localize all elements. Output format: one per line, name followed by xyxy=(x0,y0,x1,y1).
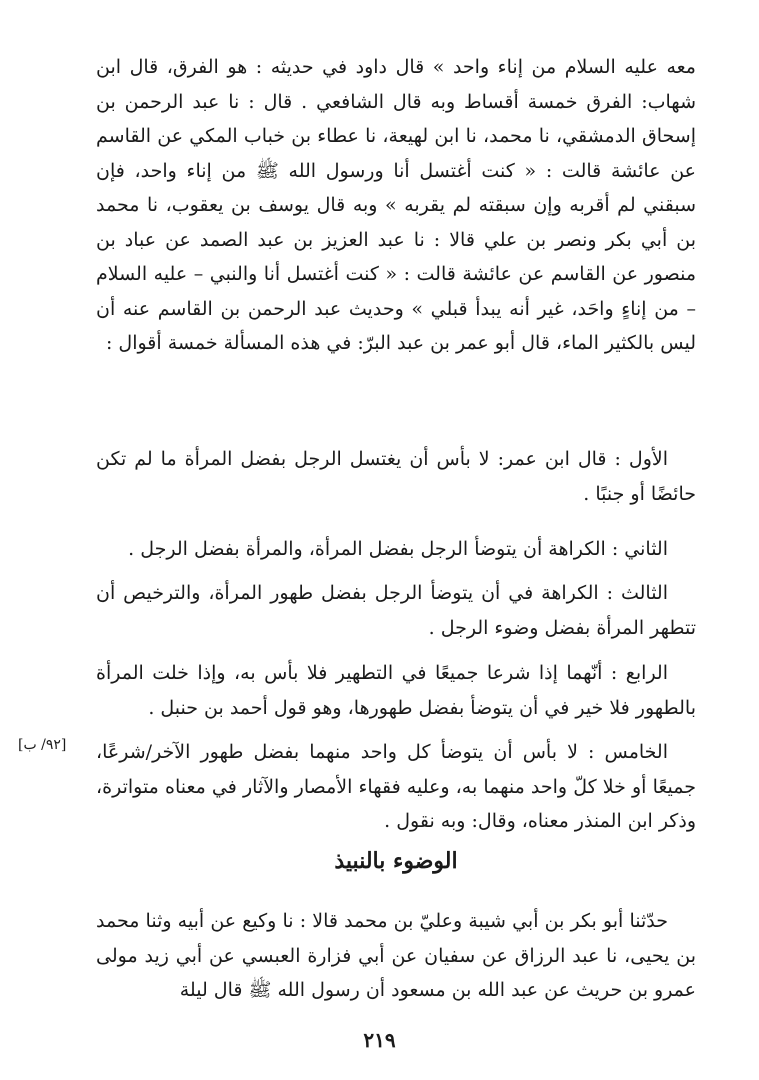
folio-margin-note: [٩٢/ ب] xyxy=(18,737,67,753)
opinion-third xyxy=(96,576,696,645)
intro-paragraph xyxy=(96,50,696,361)
opinion-third-text: الثالث : الكراهة في أن يتوضأ الرجل بفضل طهور المرأة، والترخيص أن تتطهر المرأة بفضل وضوء الرجل . xyxy=(96,582,696,639)
opinion-fourth-text: الرابع : أنّهما إذا شرعا جميعًا في التطهير فلا بأس به، وإذا خلت المرأة بالطهور فلا خير في أن يتوضأ بفضل طهورها، وهو قول أحمد بن حنبل . xyxy=(96,662,696,719)
final-paragraph xyxy=(96,904,696,1008)
opinion-fourth xyxy=(96,656,696,725)
opinion-fifth xyxy=(96,735,696,839)
intro-text: معه عليه السلام من إناء واحد » قال داود في حديثه : هو الفرق، قال ابن شهاب: الفرق خمسة أقساط وبه قال الشافعي . قال : نا عبد الرحمن بن إسحاق الدمشقي، نا محمد، نا ابن لهيعة، نا عطاء بن خباب المكي عن القاسم عن عائشة قالت : « كنت أغتسل أنا ورسول الله ﷺ من إناء واحد، فإن سبقني لم أقربه وإن سبقته لم يقربه » وبه قال يوسف بن يعقوب، نا محمد بن أبي بكر ونصر بن علي قالا : نا عبد العزيز بن عبد الصمد عن عباد بن منصور عن القاسم عن عائشة قالت : « كنت أغتسل أنا والنبي – عليه السلام – من إناءٍ واحَد، غير أنه يبدأ قبلي » وحديث عبد الرحمن بن القاسم عنه أن ليس بالكثير الماء، قال أبو عمر بن عبد البرّ: في هذه المسألة خمسة أقوال : xyxy=(96,56,696,354)
final-paragraph-text: حدّثنا أبو بكر بن أبي شيبة وعليّ بن محمد قالا : نا وكيع عن أبيه وثنا محمد بن يحيى، نا عبد الرزاق عن سفيان عن أبي فزارة العبسي عن أبي زيد مولى عمرو بن حريث عن عبد الله بن مسعود أن رسول الله ﷺ قال ليلة xyxy=(96,910,696,1001)
opinion-second-text: الثاني : الكراهة أن يتوضأ الرجل بفضل المرأة، والمرأة بفضل الرجل . xyxy=(128,538,668,560)
opinion-first-text: الأول : قال ابن عمر: لا بأس أن يغتسل الرجل بفضل المرأة ما لم تكن حائضًا أو جنبًا . xyxy=(96,448,696,505)
opinion-second xyxy=(96,532,696,567)
opinion-fifth-text: الخامس : لا بأس أن يتوضأ كل واحد منهما بفضل طهور الآخر/شرعًا، جميعًا أو خلا كلّ واحد منهما به، وعليه فقهاء الأمصار والآثار في معناه متواترة، وذكر ابن المنذر معناه، وقال: وبه نقول . xyxy=(96,741,696,832)
section-heading: الوضوء بالنبيذ xyxy=(334,848,458,874)
page-number: ٢١٩ xyxy=(363,1028,396,1052)
opinion-first xyxy=(96,442,696,511)
